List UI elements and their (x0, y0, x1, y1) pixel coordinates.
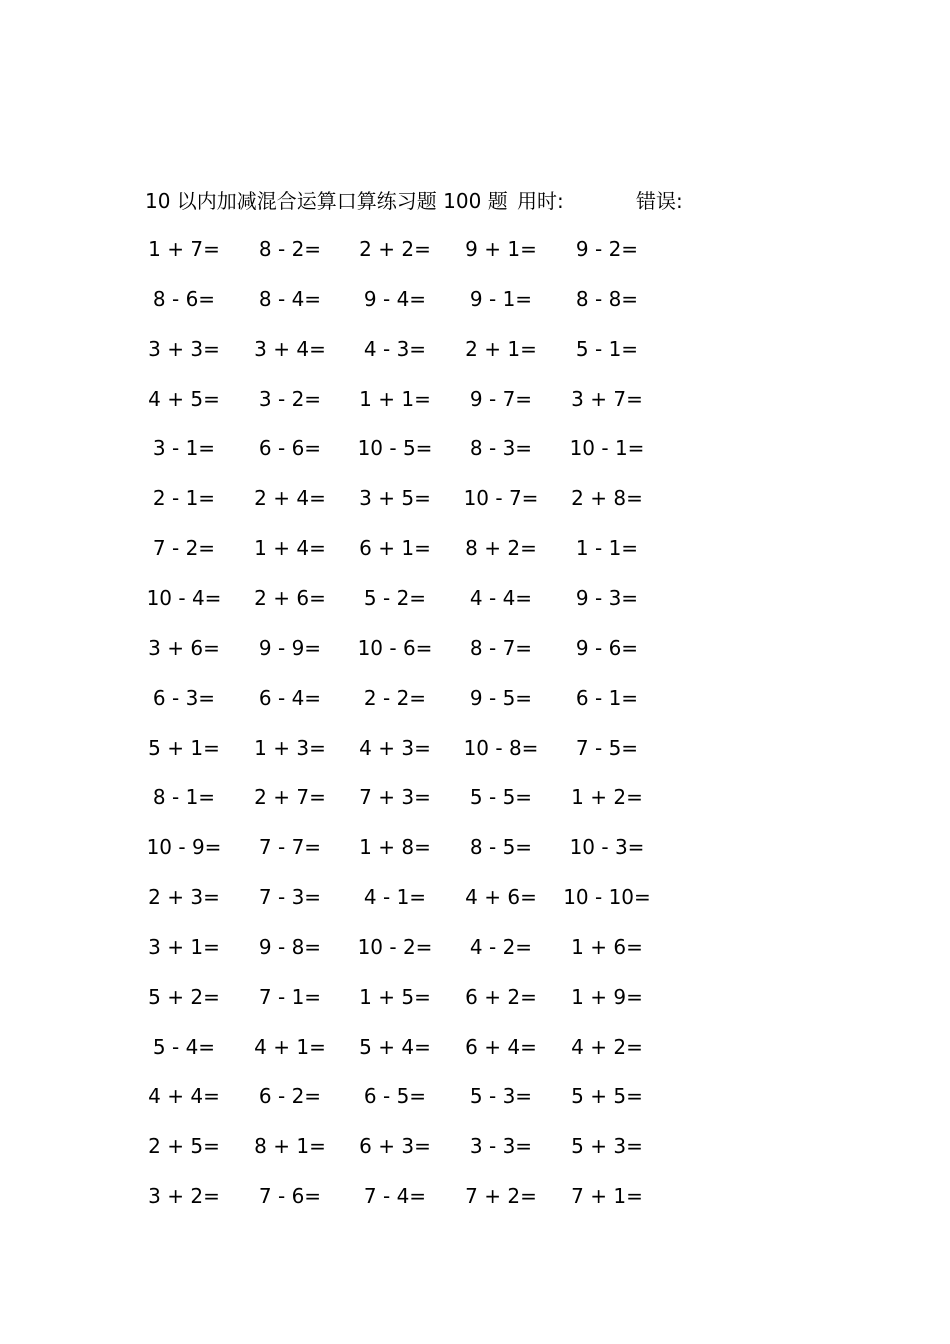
arithmetic-problem: 1 + 2= (571, 785, 643, 810)
arithmetic-problem: 6 - 3= (152, 685, 216, 710)
arithmetic-problem: 6 - 2= (258, 1084, 322, 1109)
arithmetic-problem: 8 - 6= (152, 286, 216, 311)
arithmetic-problem: 10 - 2= (357, 934, 433, 959)
problem-row (0, 683, 950, 713)
worksheet-header (0, 186, 950, 216)
problem-row (0, 882, 950, 912)
arithmetic-problem: 10 - 4= (146, 585, 222, 610)
arithmetic-problem: 3 - 3= (469, 1134, 533, 1159)
problem-row (0, 384, 950, 414)
arithmetic-problem: 9 - 1= (469, 286, 533, 311)
arithmetic-problem: 9 - 6= (575, 635, 639, 660)
arithmetic-problem: 7 - 6= (258, 1184, 322, 1209)
arithmetic-problem: 6 + 4= (465, 1034, 537, 1059)
arithmetic-problem: 3 + 4= (254, 336, 326, 361)
arithmetic-problem: 3 - 2= (258, 386, 322, 411)
arithmetic-problem: 4 + 1= (254, 1034, 326, 1059)
arithmetic-problem: 8 + 2= (465, 536, 537, 561)
arithmetic-problem: 1 + 5= (359, 984, 431, 1009)
problem-row (0, 1081, 950, 1111)
arithmetic-problem: 7 - 7= (258, 835, 322, 860)
arithmetic-problem: 4 - 3= (363, 336, 427, 361)
arithmetic-problem: 6 - 1= (575, 685, 639, 710)
arithmetic-problem: 8 - 4= (258, 286, 322, 311)
errors-label: 错误: (636, 189, 683, 213)
arithmetic-problem: 2 + 5= (148, 1134, 220, 1159)
arithmetic-problem: 2 - 1= (152, 486, 216, 511)
arithmetic-problem: 2 + 1= (465, 336, 537, 361)
arithmetic-problem: 8 + 1= (254, 1134, 326, 1159)
arithmetic-problem: 5 + 4= (359, 1034, 431, 1059)
arithmetic-problem: 5 + 3= (571, 1134, 643, 1159)
arithmetic-problem: 8 - 7= (469, 635, 533, 660)
arithmetic-problem: 10 - 8= (463, 735, 539, 760)
arithmetic-problem: 10 - 1= (569, 436, 645, 461)
arithmetic-problem: 7 + 3= (359, 785, 431, 810)
arithmetic-problem: 10 - 6= (357, 635, 433, 660)
arithmetic-problem: 5 - 2= (363, 585, 427, 610)
arithmetic-problem: 10 - 10= (563, 885, 651, 910)
problem-row (0, 334, 950, 364)
arithmetic-problem: 5 + 2= (148, 984, 220, 1009)
arithmetic-problem: 7 - 5= (575, 735, 639, 760)
arithmetic-problem: 4 - 2= (469, 934, 533, 959)
arithmetic-problem: 6 - 5= (363, 1084, 427, 1109)
problem-row (0, 782, 950, 812)
arithmetic-problem: 9 - 4= (363, 286, 427, 311)
arithmetic-problem: 1 - 1= (575, 536, 639, 561)
arithmetic-problem: 2 + 8= (571, 486, 643, 511)
arithmetic-problem: 9 - 3= (575, 585, 639, 610)
problem-row (0, 733, 950, 763)
problem-row (0, 284, 950, 314)
problem-row (0, 1032, 950, 1062)
arithmetic-problem: 5 - 3= (469, 1084, 533, 1109)
arithmetic-problem: 3 + 6= (148, 635, 220, 660)
arithmetic-problem: 7 - 1= (258, 984, 322, 1009)
arithmetic-problem: 10 - 7= (463, 486, 539, 511)
problem-row (0, 982, 950, 1012)
arithmetic-problem: 4 + 4= (148, 1084, 220, 1109)
arithmetic-problem: 7 + 2= (465, 1184, 537, 1209)
arithmetic-problem: 9 - 7= (469, 386, 533, 411)
arithmetic-problem: 7 - 4= (363, 1184, 427, 1209)
problem-row (0, 583, 950, 613)
arithmetic-problem: 1 + 7= (148, 237, 220, 261)
arithmetic-problem: 8 - 1= (152, 785, 216, 810)
arithmetic-problem: 10 - 9= (146, 835, 222, 860)
problem-row (0, 633, 950, 663)
arithmetic-problem: 4 - 1= (363, 885, 427, 910)
arithmetic-problem: 2 + 4= (254, 486, 326, 511)
arithmetic-problem: 2 + 2= (359, 237, 431, 261)
time-used-label: 用时: (517, 189, 564, 213)
arithmetic-problem: 2 + 3= (148, 885, 220, 910)
arithmetic-problem: 4 - 4= (469, 585, 533, 610)
arithmetic-problem: 7 - 2= (152, 536, 216, 561)
problem-row (0, 533, 950, 563)
arithmetic-problem: 7 + 1= (571, 1184, 643, 1209)
arithmetic-problem: 3 + 7= (571, 386, 643, 411)
arithmetic-problem: 6 + 3= (359, 1134, 431, 1159)
arithmetic-problem: 9 + 1= (465, 237, 537, 261)
arithmetic-problem: 4 + 3= (359, 735, 431, 760)
arithmetic-problem: 8 - 3= (469, 436, 533, 461)
arithmetic-problem: 3 + 5= (359, 486, 431, 511)
arithmetic-problem: 2 + 6= (254, 585, 326, 610)
arithmetic-problem: 9 - 5= (469, 685, 533, 710)
arithmetic-problem: 1 + 3= (254, 735, 326, 760)
arithmetic-problem: 1 + 9= (571, 984, 643, 1009)
arithmetic-problem: 10 - 5= (357, 436, 433, 461)
problem-row (0, 832, 950, 862)
arithmetic-problem: 2 + 7= (254, 785, 326, 810)
arithmetic-problem: 3 + 1= (148, 934, 220, 959)
arithmetic-problem: 3 + 3= (148, 336, 220, 361)
arithmetic-problem: 4 + 5= (148, 386, 220, 411)
problem-row (0, 234, 950, 264)
problem-row (0, 483, 950, 513)
arithmetic-problem: 1 + 4= (254, 536, 326, 561)
arithmetic-problem: 6 - 4= (258, 685, 322, 710)
arithmetic-problem: 1 + 6= (571, 934, 643, 959)
arithmetic-problem: 10 - 3= (569, 835, 645, 860)
arithmetic-problem: 2 - 2= (363, 685, 427, 710)
arithmetic-problem: 4 + 6= (465, 885, 537, 910)
arithmetic-problem: 3 - 1= (152, 436, 216, 461)
worksheet-title: 10 以内加减混合运算口算练习题 100 题 (145, 189, 508, 213)
arithmetic-problem: 6 - 6= (258, 436, 322, 461)
arithmetic-problem: 8 - 8= (575, 286, 639, 311)
arithmetic-problem: 6 + 1= (359, 536, 431, 561)
arithmetic-problem: 5 + 1= (148, 735, 220, 760)
arithmetic-problem: 9 - 2= (575, 237, 639, 261)
arithmetic-problem: 1 + 1= (359, 386, 431, 411)
arithmetic-problem: 9 - 8= (258, 934, 322, 959)
arithmetic-problem: 5 + 5= (571, 1084, 643, 1109)
arithmetic-problem: 5 - 5= (469, 785, 533, 810)
arithmetic-problem: 9 - 9= (258, 635, 322, 660)
arithmetic-problem: 6 + 2= (465, 984, 537, 1009)
arithmetic-problem: 8 - 5= (469, 835, 533, 860)
problem-row (0, 1131, 950, 1161)
arithmetic-problem: 4 + 2= (571, 1034, 643, 1059)
problem-row (0, 1181, 950, 1211)
arithmetic-problem: 7 - 3= (258, 885, 322, 910)
problem-row (0, 932, 950, 962)
arithmetic-problem: 3 + 2= (148, 1184, 220, 1209)
problem-row (0, 433, 950, 463)
arithmetic-problem: 5 - 1= (575, 336, 639, 361)
arithmetic-problem: 8 - 2= (258, 237, 322, 261)
arithmetic-problem: 1 + 8= (359, 835, 431, 860)
arithmetic-problem: 5 - 4= (152, 1034, 216, 1059)
